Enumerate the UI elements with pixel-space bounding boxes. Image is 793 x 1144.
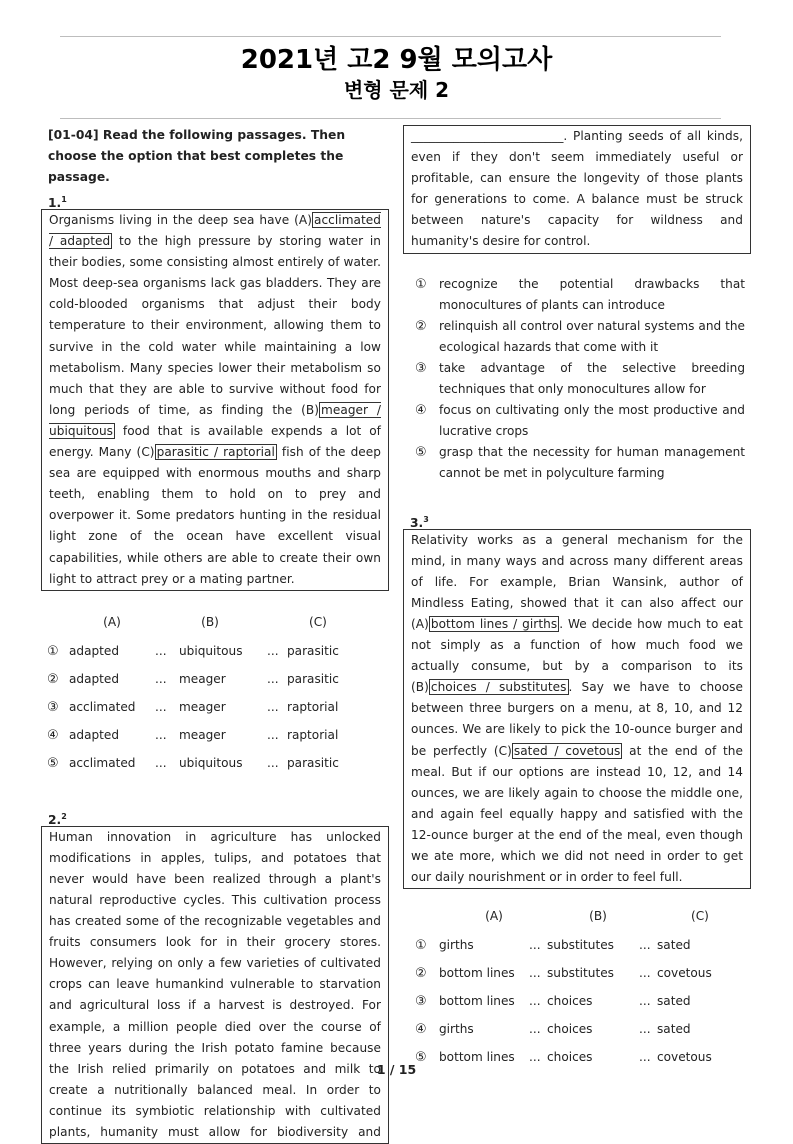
q3-option-b: choices xyxy=(547,1049,593,1064)
q3-text: at the end of the meal. But if our options are instead 10, 12, and 14 ounces, we are likely again to choose the middle one, and again feel equally happy and satisfied with the 12-ounce burger at the end of the meal, even though we ate more, which we did not need in order to get our daily nourishment or in order to feel full. xyxy=(411,743,743,885)
right-column xyxy=(403,125,751,1071)
q2-option[interactable] xyxy=(403,358,745,400)
q1-option-a: acclimated xyxy=(69,756,136,771)
q2-blank: _________________________ xyxy=(411,129,564,143)
separator: ... xyxy=(267,672,279,687)
q3-option-number: ④ xyxy=(415,1021,427,1037)
q3-option[interactable] xyxy=(403,931,751,959)
separator: ... xyxy=(639,993,651,1008)
q1-option-number: ① xyxy=(47,644,59,660)
q3-text: Relativity works as a general mechanism for the mind, in many ways and across many different areas of life. For example, Brian Wansink, author of Mindless Eating, showed that it can also affect our (A) xyxy=(411,532,743,631)
q3-option-number: ② xyxy=(415,965,427,981)
separator: ... xyxy=(639,1021,651,1036)
separator: ... xyxy=(155,756,167,771)
q1-text: fish of the deep sea are equipped with enormous mouths and sharp teeth, enabling them to hold on to prey and overpower it. Some predators hunting in the residual light zone of the ocean have excellent visual capabilities, while others are able to create their own light to attract prey or a mating partner. xyxy=(49,445,382,586)
q3-option-b: choices xyxy=(547,1021,593,1036)
q1-choice-b: meager / ubiquitous xyxy=(49,402,381,438)
q1-option-b: meager xyxy=(179,700,226,715)
q2-option-number: ③ xyxy=(415,360,427,376)
q3-option-a: girths xyxy=(439,1021,474,1036)
q2-footnote: 2 xyxy=(61,811,67,821)
q3-option[interactable] xyxy=(403,959,751,987)
separator: ... xyxy=(529,1049,541,1064)
separator: ... xyxy=(639,965,651,980)
q1-option-a: adapted xyxy=(69,644,120,659)
q3-number: 3. xyxy=(410,515,424,530)
q3-option-b: substitutes xyxy=(547,965,614,980)
q3-option-c: sated xyxy=(657,993,691,1008)
header-rule xyxy=(60,118,721,119)
q1-number: 1. xyxy=(48,196,62,211)
q1-option-c: raptorial xyxy=(287,700,339,715)
q3-choice-c: sated / covetous xyxy=(513,743,621,758)
question-1-passage xyxy=(41,209,389,591)
separator: ... xyxy=(529,993,541,1008)
question-3-number xyxy=(403,509,751,529)
question-2-number xyxy=(41,806,389,826)
separator: ... xyxy=(639,1049,651,1064)
q1-option-a: adapted xyxy=(69,728,120,743)
q1-option[interactable] xyxy=(41,694,389,722)
separator: ... xyxy=(267,644,279,659)
q1-option[interactable] xyxy=(41,750,389,778)
separator: ... xyxy=(529,965,541,980)
question-3-passage xyxy=(403,529,751,890)
q2-option-text: relinquish all control over natural systems and the ecological hazards that come with it xyxy=(439,318,745,354)
q1-choice-c: parasitic / raptorial xyxy=(156,445,275,460)
question-2-passage-part1: Human innovation in agriculture has unlocked modifications in apples, tulips, and potatoes that never would have been realized through a plant's natural reproductive cycles. This cultivation process has created some of the recognizable vegetables and fruits consumers look for in their grocery stores. However, relying on only a few varieties of cultivated crops can leave humankind vulnerable to starvation and agricultural loss if a harvest is destroyed. For example, a million people died over the course of three years during the Irish potato famine because the Irish relied primarily on potatoes and milk to create a nutritionally balanced meal. In order to continue its symbiotic relationship with cultivated plants, humanity must allow for biodiversity and xyxy=(41,826,389,1144)
q2-option[interactable] xyxy=(403,316,745,358)
separator: ... xyxy=(267,728,279,743)
q1-option-number: ② xyxy=(47,672,59,688)
q3-option-a: bottom lines xyxy=(439,1049,515,1064)
q1-option[interactable] xyxy=(41,722,389,750)
separator: ... xyxy=(155,728,167,743)
q3-option-a: girths xyxy=(439,937,474,952)
q3-option-b: substitutes xyxy=(547,937,614,952)
q1-col-c: (C) xyxy=(309,615,327,630)
q1-option-a: acclimated xyxy=(69,700,136,715)
separator: ... xyxy=(267,700,279,715)
q1-option-number: ④ xyxy=(47,728,59,744)
q1-col-a: (A) xyxy=(103,615,121,630)
question-3-options xyxy=(403,901,751,1071)
top-rule xyxy=(60,36,721,37)
page-title: 2021년 고2 9월 모의고사 xyxy=(240,45,553,75)
q2-option-number: ① xyxy=(415,276,427,292)
q2-option-text: take advantage of the selective breeding techniques that only monocultures allow for xyxy=(439,360,745,396)
q1-option-b: meager xyxy=(179,672,226,687)
q3-option-number: ⑤ xyxy=(415,1049,427,1065)
q3-option[interactable] xyxy=(403,1015,751,1043)
q2-option[interactable] xyxy=(403,400,745,442)
q2-option-text: recognize the potential drawbacks that monocultures of plants can introduce xyxy=(439,276,745,312)
separator: ... xyxy=(639,937,651,952)
question-1-number xyxy=(41,189,389,209)
q3-col-a: (A) xyxy=(485,908,503,923)
question-2-passage-part2 xyxy=(403,125,751,254)
separator: ... xyxy=(155,700,167,715)
q3-text: . We decide how much to eat not simply as a function of how much food we actually consume, but by a comparison to its (B) xyxy=(411,616,743,695)
q1-text: food that is available expends a lot of energy. Many (C) xyxy=(49,423,381,460)
q2-option-number: ⑤ xyxy=(415,444,427,460)
q3-option-a: bottom lines xyxy=(439,993,515,1008)
q2-option-text: focus on cultivating only the most productive and lucrative crops xyxy=(439,402,745,438)
q1-text: Organisms living in the deep sea have (A) xyxy=(49,213,313,227)
q1-option-c: parasitic xyxy=(287,672,339,687)
q3-option-b: choices xyxy=(547,993,593,1008)
q1-option[interactable] xyxy=(41,638,389,666)
q3-choice-a: bottom lines / girths xyxy=(430,616,558,631)
q3-option-c: covetous xyxy=(657,1049,712,1064)
q1-option-b: ubiquitous xyxy=(179,644,243,659)
q3-option-number: ① xyxy=(415,937,427,953)
q3-option-c: sated xyxy=(657,937,691,952)
q1-option-b: ubiquitous xyxy=(179,756,243,771)
q1-choice-a: acclimated / adapted xyxy=(49,213,381,249)
q3-option[interactable] xyxy=(403,987,751,1015)
page-number: 1 / 15 xyxy=(376,1062,417,1077)
q2-option-number: ④ xyxy=(415,402,427,418)
q1-option-b: meager xyxy=(179,728,226,743)
q3-option-c: sated xyxy=(657,1021,691,1036)
q1-option-a: adapted xyxy=(69,672,120,687)
separator: ... xyxy=(267,756,279,771)
separator: ... xyxy=(155,644,167,659)
q3-col-b: (B) xyxy=(589,908,607,923)
q1-footnote: 1 xyxy=(61,195,67,204)
q1-option[interactable] xyxy=(41,666,389,694)
q3-choice-b: choices / substitutes xyxy=(430,680,567,695)
separator: ... xyxy=(529,937,541,952)
q1-col-b: (B) xyxy=(201,615,219,630)
q1-option-c: raptorial xyxy=(287,728,339,743)
separator: ... xyxy=(155,672,167,687)
question-1-options xyxy=(41,608,389,778)
q1-option-number: ③ xyxy=(47,700,59,716)
left-column xyxy=(41,125,389,1144)
q2-text: . Planting seeds of all kinds, even if they don't seem immediately useful or profitable, can ensure the longevity of those plants for generations to come. A balance must be struck between nature's capacity for wildness and humanity's desire for control. xyxy=(411,129,743,249)
question-2-options xyxy=(403,274,751,484)
q1-option-c: parasitic xyxy=(287,644,339,659)
q3-option-number: ③ xyxy=(415,993,427,1009)
instructions: [01-04] Read the following passages. Then choose the option that best completes the passage. xyxy=(48,128,346,184)
page-subtitle: 변형 문제 2 xyxy=(343,78,450,102)
q2-option[interactable] xyxy=(403,274,745,316)
q3-option-a: bottom lines xyxy=(439,965,515,980)
q1-option-number: ⑤ xyxy=(47,756,59,772)
q2-number: 2. xyxy=(48,812,62,827)
q1-text: to the high pressure by storing water in their bodies, some consisting almost entirely of water. Most deep-sea organisms lack gas bladders. They are cold-blooded organisms that adjust their body temperature to their environment, allowing them to survive in the cold water while maintaining a low metabolism. Many species lower their metabolism so much that they are able to survive without food for long periods of time, as finding the (B) xyxy=(49,234,382,417)
q1-option-c: parasitic xyxy=(287,756,339,771)
q2-option-number: ② xyxy=(415,318,427,334)
separator: ... xyxy=(529,1021,541,1036)
q3-footnote: 3 xyxy=(423,514,429,524)
q3-option-c: covetous xyxy=(657,965,712,980)
q2-option[interactable] xyxy=(403,442,745,484)
q3-text: . Say we have to choose between three burgers on a menu, at 8, 10, and 12 ounces. We are likely to pick the 10-ounce burger and be perfectly (C) xyxy=(411,680,743,758)
q3-col-c: (C) xyxy=(691,908,709,923)
q2-option-text: grasp that the necessity for human management cannot be met in polyculture farming xyxy=(439,444,745,480)
